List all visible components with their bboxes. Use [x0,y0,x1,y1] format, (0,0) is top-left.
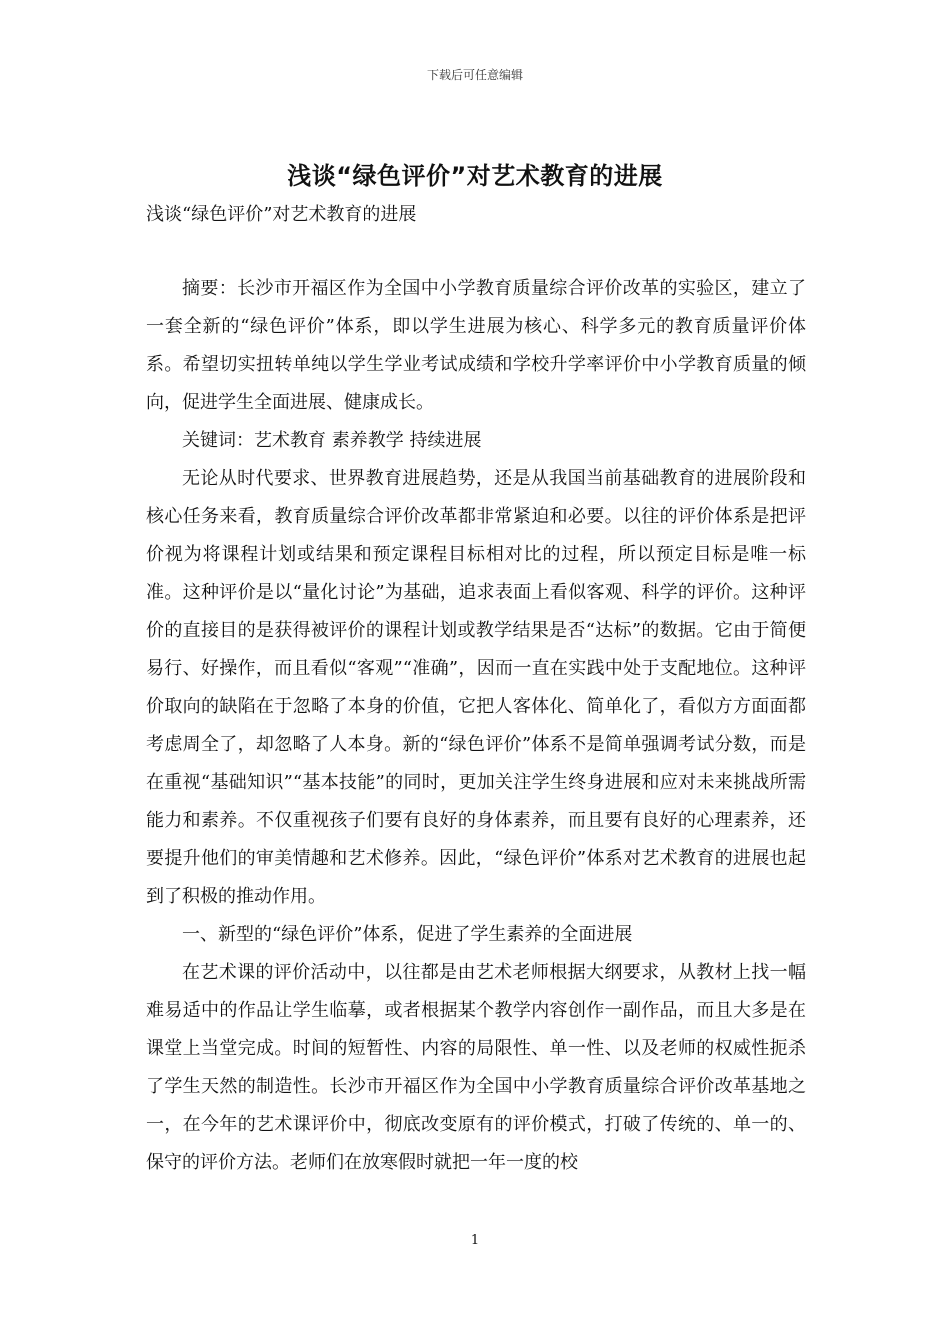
body-paragraph: 在艺术课的评价活动中，以往都是由艺术老师根据大纲要求，从教材上找一幅难易适中的作品让学生临摹，或者根据某个教学内容创作一副作品，而且大多是在课堂上当堂完成。时间的短暂性、内容的局限性、单一性、以及老师的权威性扼杀了学生天然的制造性。长沙市开福区作为全国中小学教育质量综合评价改革基地之一，在今年的艺术课评价中，彻底改变原有的评价模式，打破了传统的、单一的、保守的评价方法。老师们在放寒假时就把一年一度的校 [146,962,806,1173]
body-paragraph: 无论从时代要求、世界教育进展趋势，还是从我国当前基础教育的进展阶段和核心任务来看，教育质量综合评价改革都非常紧迫和必要。以往的评价体系是把评价视为将课程计划或结果和预定课程目标相对比的过程，所以预定目标是唯一标准。这种评价是以“量化讨论”为基础，追求表面上看似客观、科学的评价。这种评价的直接目的是获得被评价的课程计划或教学结果是否“达标”的数据。它由于简便易行、好操作，而且看似“客观”“准确”，因而一直在实践中处于支配地位。这种评价取向的缺陷在于忽略了本身的价值，它把人客体化、简单化了，看似方方面面都考虑周全了，却忽略了人本身。新的“绿色评价”体系不是简单强调考试分数，而是在重视“基础知识”“基本技能”的同时，更加关注学生终身进展和应对未来挑战所需能力和素养。不仅重视孩子们要有良好的身体素养，而且要有良好的心理素养，还要提升他们的审美情趣和艺术修养。因此，“绿色评价”体系对艺术教育的进展也起到了积极的推动作用。 [146,468,806,907]
document-title: 浅谈“绿色评价”对艺术教育的进展 [287,162,663,190]
document-body [146,270,806,1182]
page-number: 1 [470,1233,480,1248]
keywords-paragraph: 关键词：艺术教育 素养教学 持续进展 [182,430,482,451]
page-header-note: 下载后可任意编辑 [426,68,523,82]
section-heading: 一、新型的“绿色评价”体系，促进了学生素养的全面进展 [182,924,633,945]
document-subtitle: 浅谈“绿色评价”对艺术教育的进展 [146,204,417,225]
abstract-paragraph: 摘要：长沙市开福区作为全国中小学教育质量综合评价改革的实验区，建立了一套全新的“绿色评价”体系，即以学生进展为核心、科学多元的教育质量评价体系。希望切实扭转单纯以学生学业考试成绩和学校升学率评价中小学教育质量的倾向，促进学生全面进展、健康成长。 [146,278,806,413]
